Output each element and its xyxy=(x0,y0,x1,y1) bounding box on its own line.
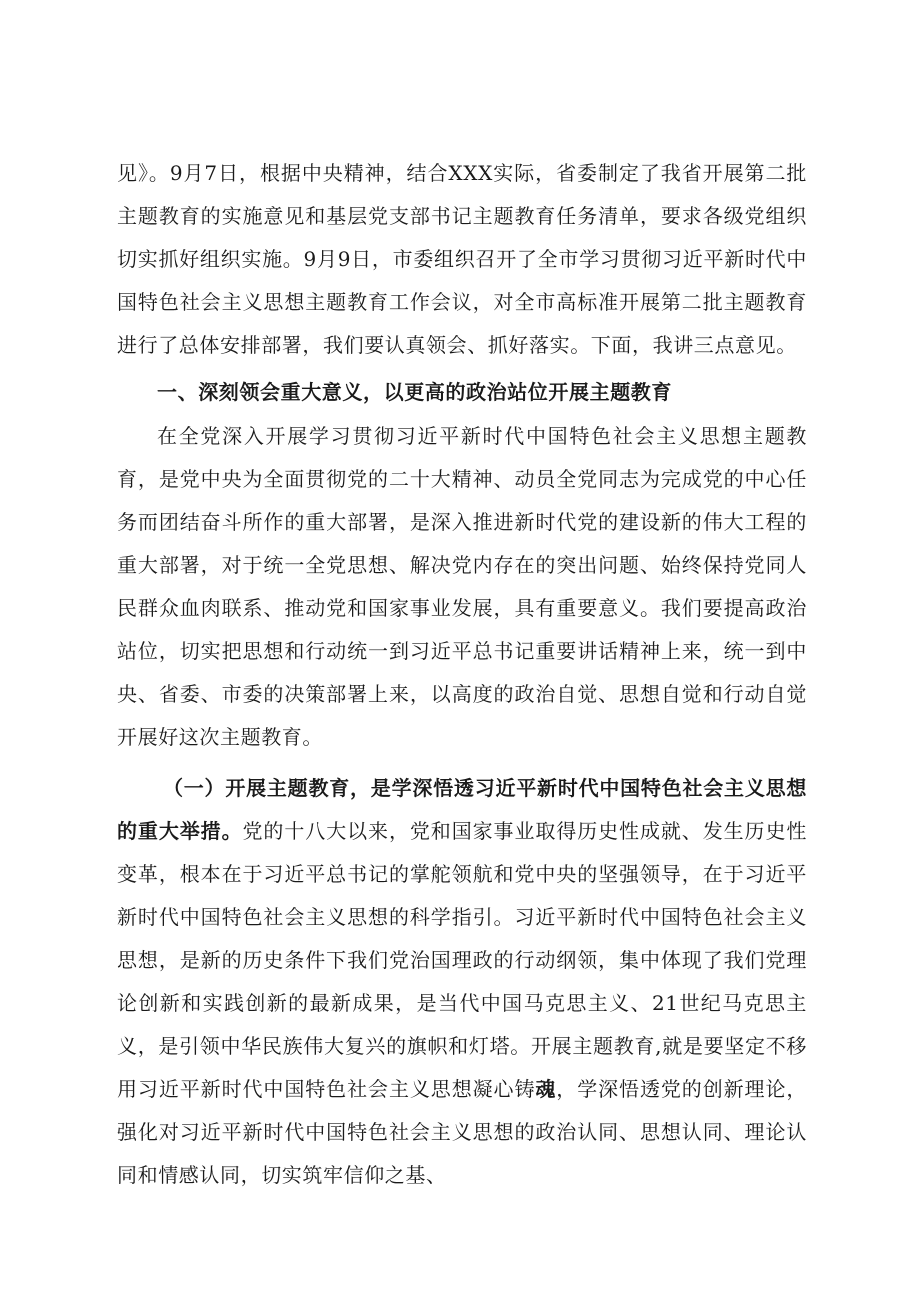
document-body xyxy=(117,152,807,1197)
subsection-1-bold-char: 魂 xyxy=(535,1077,557,1101)
subsection-1-text-a: 党的十八大以来，党和国家事业取得历史性成就、发生历史性变革，根本在于习近平总书记的掌舵领航和党中央的坚强领导，在于习近平新时代中国特色社会主义思想的科学指引。习近平新时代中国特色社会主义思想，是新的历史条件下我们党治国理政的行动纲领，集中体现了我们党理论创新和实践创新的最新成果，是当代中国马克思主义、21世纪马克思主义，是引领中华民族伟大复兴的旗帜和灯塔。开展主题教育,就是要坚定不移用习近平新时代中国特色社会主义思想凝心铸 xyxy=(117,819,807,1101)
section-heading-1: 一、深刻领会重大意义，以更高的政治站位开展主题教育 xyxy=(157,380,672,404)
subsection-1-paragraph xyxy=(117,767,807,1197)
subsection-heading-1: （一）开展主题教育，是学深悟透习近平新时代中国特色社会主义思想的重大举措。 xyxy=(117,776,807,843)
subsection-1-text-b: ，学深悟透党的创新理论，强化对习近平新时代中国特色社会主义思想的政治认同、思想认同、理论认同和情感认同，切实筑牢信仰之基、 xyxy=(117,1077,807,1187)
intro-paragraph: 见》。9月7日，根据中央精神，结合XXX实际，省委制定了我省开展第二批主题教育的实施意见和基层党支部书记主题教育任务清单，要求各级党组织切实抓好组织实施。9月9日，市委组织召开了全市学习贯彻习近平新时代中国特色社会主义思想主题教育工作会议，对全市高标准开展第二批主题教育进行了总体安排部署，我们要认真领会、抓好落实。下面，我讲三点意见。 xyxy=(117,161,807,357)
section-1-paragraph: 在全党深入开展学习贯彻习近平新时代中国特色社会主义思想主题教育，是党中央为全面贯彻党的二十大精神、动员全党同志为完成党的中心任务而团结奋斗所作的重大部署，是深入推进新时代党的建设新的伟大工程的重大部署，对于统一全党思想、解决党内存在的突出问题、始终保持党同人民群众血肉联系、推动党和国家事业发展，具有重要意义。我们要提高政治站位，切实把思想和行动统一到习近平总书记重要讲话精神上来，统一到中央、省委、市委的决策部署上来，以高度的政治自觉、思想自觉和行动自觉开展好这次主题教育。 xyxy=(117,424,807,749)
